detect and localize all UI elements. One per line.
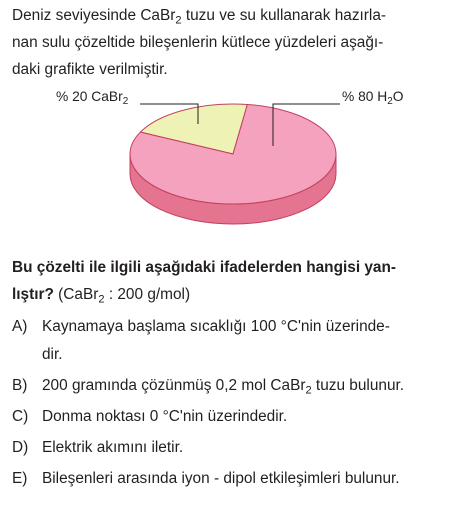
pie-chart-svg <box>0 86 466 250</box>
option-d-text: Elektrik akımını iletir. <box>42 439 184 456</box>
option-a-text-cont: dir. <box>42 346 63 363</box>
slice-label-cabr2: % 20 CaBr$_2$ <box>56 89 129 107</box>
option-e-letter: E) <box>12 470 28 487</box>
option-c-text: Donma noktası 0 °C'nin üzerindedir. <box>42 408 288 425</box>
option-c[interactable] <box>12 403 458 431</box>
option-a[interactable] <box>12 313 458 369</box>
question-bold-line-1: Bu çözelti ile ilgili aşağıdaki ifadelerden hangisi yan- <box>12 259 397 276</box>
option-b-letter: B) <box>12 377 28 394</box>
question-line-2: lıştır? (CaBr$_2$ : 200 g/mol) <box>12 286 191 306</box>
intro-line-1: Deniz seviyesinde CaBr$_2$ tuzu ve su kullanarak hazırla- <box>12 7 387 27</box>
option-b[interactable]: B) 200 gramında çözünmüş 0,2 mol CaBr$_2$ tuzu bulunur. <box>12 372 458 400</box>
pie-layer <box>130 104 336 224</box>
question-intro <box>12 2 458 83</box>
option-c-letter: C) <box>12 408 29 425</box>
question-stem <box>12 254 458 308</box>
option-d[interactable] <box>12 434 458 462</box>
slice-label-water: % 80 $H_2O$ <box>342 89 404 107</box>
intro-line-3: daki grafikte verilmiştir. <box>12 61 168 78</box>
option-a-text: Kaynamaya başlama sıcaklığı 100 °C'nin üzerinde- <box>42 318 390 335</box>
intro-line-2: nan sulu çözeltide bileşenlerin kütlece yüzdeleri aşağı- <box>12 34 384 51</box>
answer-options <box>12 313 458 493</box>
option-e[interactable] <box>12 465 458 493</box>
option-a-letter: A) <box>12 318 28 335</box>
option-e-text: Bileşenleri arasında iyon - dipol etkileşimleri bulunur. <box>42 470 400 487</box>
option-d-letter: D) <box>12 439 29 456</box>
pie-chart <box>0 86 466 250</box>
